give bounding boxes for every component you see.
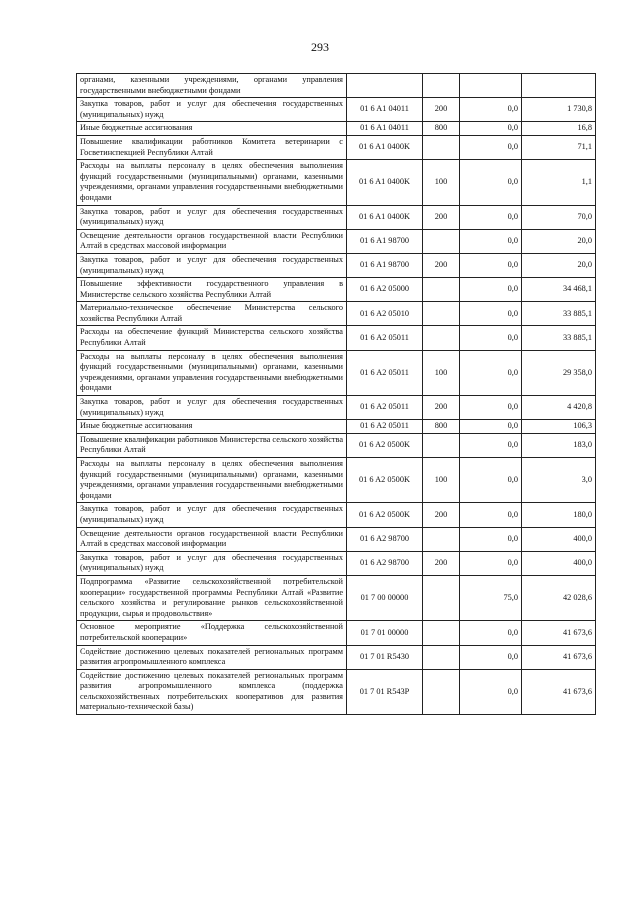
row-value-1-cell: 0,0 <box>460 433 522 457</box>
row-code-cell: 01 6 A1 04011 <box>347 98 423 122</box>
row-value-2-cell: 71,1 <box>522 135 596 159</box>
table-row <box>77 302 596 326</box>
table-row <box>77 74 596 98</box>
row-name-cell: Содействие достижению целевых показателей региональных программ развития агропромышленного комплекса (поддержка сельскохозяйственных потребительских кооперативов для развития материально-технической базы) <box>77 669 347 714</box>
table-row <box>77 135 596 159</box>
row-name-cell: Расходы на выплаты персоналу в целях обеспечения выполнения функций государственными (муниципальными) органами, казенными учреждениями, органами управления государственными внебюджетными фондами <box>77 350 347 395</box>
row-name-cell: Освещение деятельности органов государственной власти Республики Алтай в средствах массовой информации <box>77 527 347 551</box>
row-value-2-cell: 1 730,8 <box>522 98 596 122</box>
row-value-2-cell: 29 358,0 <box>522 350 596 395</box>
table-row <box>77 396 596 420</box>
row-value-1-cell: 0,0 <box>460 551 522 575</box>
budget-table <box>76 73 596 715</box>
row-name-cell: Подпрограмма «Развитие сельскохозяйственной потребительской кооперации» государственной программы Республики Алтай «Развитие сельского хозяйства и регулирование рынков сельскохозяйственной продукции, сырья и продовольствия» <box>77 575 347 620</box>
row-expense-type-cell: 200 <box>423 205 460 229</box>
row-name-cell: Основное мероприятие «Поддержка сельскохозяйственной потребительской кооперации» <box>77 621 347 645</box>
table-row <box>77 122 596 136</box>
row-name-cell: Материально-техническое обеспечение Министерства сельского хозяйства Республики Алтай <box>77 302 347 326</box>
row-expense-type-cell: 100 <box>423 458 460 503</box>
row-expense-type-cell <box>423 229 460 253</box>
row-value-1-cell: 0,0 <box>460 396 522 420</box>
row-value-1-cell: 0,0 <box>460 645 522 669</box>
row-value-1-cell: 0,0 <box>460 135 522 159</box>
row-code-cell <box>347 74 423 98</box>
row-value-2-cell: 33 885,1 <box>522 302 596 326</box>
table-row <box>77 253 596 277</box>
row-code-cell: 01 6 A2 05011 <box>347 420 423 434</box>
row-name-cell: Повышение квалификации работников Министерства сельского хозяйства Республики Алтай <box>77 433 347 457</box>
row-code-cell: 01 6 A1 0400K <box>347 135 423 159</box>
table-row <box>77 98 596 122</box>
row-name-cell: Закупка товаров, работ и услуг для обеспечения государственных (муниципальных) нужд <box>77 98 347 122</box>
row-value-2-cell: 3,0 <box>522 458 596 503</box>
table-row <box>77 645 596 669</box>
table-row <box>77 160 596 205</box>
row-name-cell: Расходы на выплаты персоналу в целях обеспечения выполнения функций государственными (муниципальными) органами, казенными учреждениями, органами управления государственными внебюджетными фондами <box>77 160 347 205</box>
row-value-1-cell: 0,0 <box>460 669 522 714</box>
row-name-cell: Расходы на обеспечение функций Министерства сельского хозяйства Республики Алтай <box>77 326 347 350</box>
row-value-2-cell: 16,8 <box>522 122 596 136</box>
row-name-cell: Закупка товаров, работ и услуг для обеспечения государственных (муниципальных) нужд <box>77 205 347 229</box>
row-expense-type-cell <box>423 74 460 98</box>
row-value-2-cell: 4 420,8 <box>522 396 596 420</box>
row-name-cell: Закупка товаров, работ и услуг для обеспечения государственных (муниципальных) нужд <box>77 503 347 527</box>
row-code-cell: 01 6 A2 05011 <box>347 396 423 420</box>
row-value-2-cell <box>522 74 596 98</box>
table-row <box>77 503 596 527</box>
row-value-2-cell: 106,3 <box>522 420 596 434</box>
row-expense-type-cell: 200 <box>423 503 460 527</box>
row-name-cell: Иные бюджетные ассигнования <box>77 420 347 434</box>
row-code-cell: 01 6 A1 04011 <box>347 122 423 136</box>
row-name-cell: Закупка товаров, работ и услуг для обеспечения государственных (муниципальных) нужд <box>77 551 347 575</box>
row-code-cell: 01 6 A2 98700 <box>347 527 423 551</box>
row-expense-type-cell <box>423 326 460 350</box>
row-value-1-cell: 0,0 <box>460 253 522 277</box>
row-code-cell: 01 6 A2 0500K <box>347 458 423 503</box>
row-expense-type-cell <box>423 575 460 620</box>
row-value-1-cell: 0,0 <box>460 420 522 434</box>
row-value-1-cell <box>460 74 522 98</box>
row-value-2-cell: 33 885,1 <box>522 326 596 350</box>
row-name-cell: Закупка товаров, работ и услуг для обеспечения государственных (муниципальных) нужд <box>77 253 347 277</box>
row-value-2-cell: 183,0 <box>522 433 596 457</box>
table-row <box>77 575 596 620</box>
row-value-2-cell: 1,1 <box>522 160 596 205</box>
table-row <box>77 278 596 302</box>
row-value-2-cell: 400,0 <box>522 551 596 575</box>
row-expense-type-cell: 800 <box>423 420 460 434</box>
row-name-cell: Повышение эффективности государственного управления в Министерстве сельского хозяйства Республики Алтай <box>77 278 347 302</box>
row-expense-type-cell: 200 <box>423 98 460 122</box>
row-expense-type-cell: 200 <box>423 253 460 277</box>
row-code-cell: 01 6 A2 98700 <box>347 551 423 575</box>
row-value-1-cell: 0,0 <box>460 527 522 551</box>
row-name-cell: Расходы на выплаты персоналу в целях обеспечения выполнения функций государственными (муниципальными) органами, казенными учреждениями, органами управления государственными внебюджетными фондами <box>77 458 347 503</box>
row-value-1-cell: 0,0 <box>460 278 522 302</box>
row-name-cell: Закупка товаров, работ и услуг для обеспечения государственных (муниципальных) нужд <box>77 396 347 420</box>
row-value-1-cell: 0,0 <box>460 326 522 350</box>
table-row <box>77 205 596 229</box>
row-code-cell: 01 7 00 00000 <box>347 575 423 620</box>
row-value-2-cell: 20,0 <box>522 253 596 277</box>
row-value-2-cell: 70,0 <box>522 205 596 229</box>
table-row <box>77 458 596 503</box>
table-row <box>77 420 596 434</box>
row-expense-type-cell <box>423 621 460 645</box>
row-code-cell: 01 7 01 R5430 <box>347 645 423 669</box>
row-value-1-cell: 0,0 <box>460 122 522 136</box>
row-value-1-cell: 0,0 <box>460 205 522 229</box>
row-code-cell: 01 6 A2 05011 <box>347 350 423 395</box>
table-row <box>77 621 596 645</box>
row-value-1-cell: 0,0 <box>460 350 522 395</box>
row-value-2-cell: 42 028,6 <box>522 575 596 620</box>
row-value-1-cell: 0,0 <box>460 229 522 253</box>
row-code-cell: 01 6 A2 05010 <box>347 302 423 326</box>
row-code-cell: 01 6 A1 98700 <box>347 253 423 277</box>
row-value-1-cell: 0,0 <box>460 621 522 645</box>
row-value-2-cell: 20,0 <box>522 229 596 253</box>
row-expense-type-cell <box>423 527 460 551</box>
row-code-cell: 01 7 01 00000 <box>347 621 423 645</box>
row-code-cell: 01 6 A1 98700 <box>347 229 423 253</box>
row-expense-type-cell: 200 <box>423 396 460 420</box>
row-expense-type-cell: 200 <box>423 551 460 575</box>
row-value-1-cell: 0,0 <box>460 503 522 527</box>
row-name-cell: органами, казенными учреждениями, органами управления государственными внебюджетными фондами <box>77 74 347 98</box>
row-expense-type-cell <box>423 645 460 669</box>
page-number: 293 <box>311 40 329 54</box>
row-code-cell: 01 6 A2 0500K <box>347 433 423 457</box>
row-expense-type-cell: 800 <box>423 122 460 136</box>
row-value-2-cell: 41 673,6 <box>522 669 596 714</box>
row-expense-type-cell <box>423 669 460 714</box>
row-code-cell: 01 6 A2 05011 <box>347 326 423 350</box>
budget-table-body <box>77 74 596 715</box>
table-row <box>77 350 596 395</box>
row-value-2-cell: 41 673,6 <box>522 621 596 645</box>
row-expense-type-cell <box>423 433 460 457</box>
row-code-cell: 01 7 01 R543P <box>347 669 423 714</box>
row-value-2-cell: 180,0 <box>522 503 596 527</box>
table-row <box>77 527 596 551</box>
row-expense-type-cell: 100 <box>423 160 460 205</box>
row-value-2-cell: 400,0 <box>522 527 596 551</box>
row-code-cell: 01 6 A1 0400K <box>347 160 423 205</box>
row-expense-type-cell: 100 <box>423 350 460 395</box>
table-row <box>77 326 596 350</box>
table-row <box>77 433 596 457</box>
row-name-cell: Повышение квалификации работников Комитета ветеринарии с Госветинспекцией Республики Алтай <box>77 135 347 159</box>
table-row <box>77 551 596 575</box>
row-value-1-cell: 0,0 <box>460 458 522 503</box>
row-expense-type-cell <box>423 278 460 302</box>
row-value-1-cell: 75,0 <box>460 575 522 620</box>
row-value-2-cell: 41 673,6 <box>522 645 596 669</box>
row-code-cell: 01 6 A1 0400K <box>347 205 423 229</box>
row-name-cell: Иные бюджетные ассигнования <box>77 122 347 136</box>
row-value-1-cell: 0,0 <box>460 98 522 122</box>
table-row <box>77 229 596 253</box>
row-expense-type-cell <box>423 302 460 326</box>
row-name-cell: Содействие достижению целевых показателей региональных программ развития агропромышленного комплекса <box>77 645 347 669</box>
row-code-cell: 01 6 A2 0500K <box>347 503 423 527</box>
row-expense-type-cell <box>423 135 460 159</box>
table-row <box>77 669 596 714</box>
row-name-cell: Освещение деятельности органов государственной власти Республики Алтай в средствах массовой информации <box>77 229 347 253</box>
row-code-cell: 01 6 A2 05000 <box>347 278 423 302</box>
row-value-2-cell: 34 468,1 <box>522 278 596 302</box>
row-value-1-cell: 0,0 <box>460 160 522 205</box>
row-value-1-cell: 0,0 <box>460 302 522 326</box>
